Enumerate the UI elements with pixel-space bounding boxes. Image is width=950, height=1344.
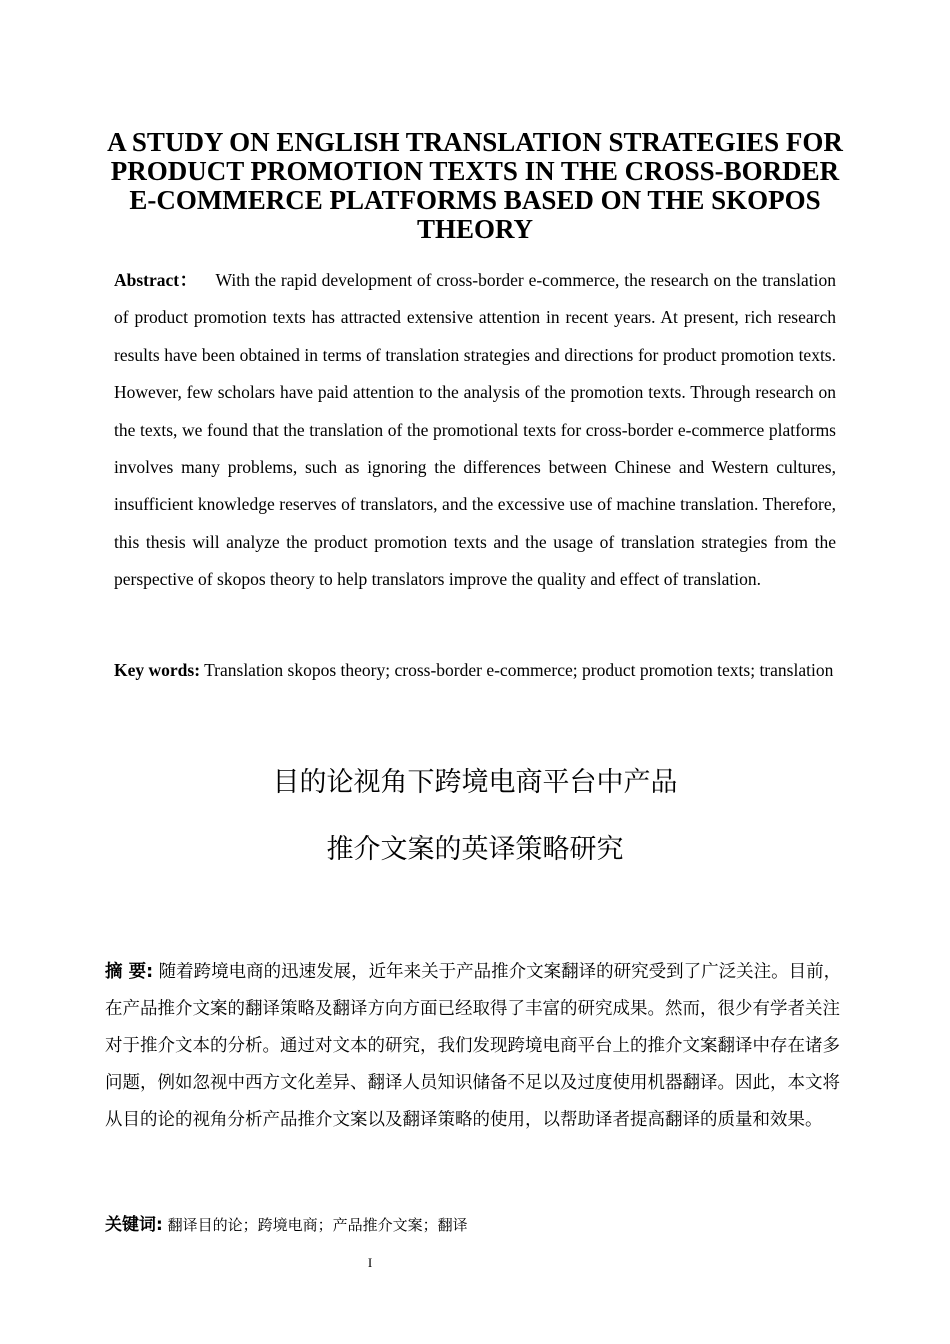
- chinese-title-line-2: 推介文案的英译策略研究: [326, 834, 624, 865]
- chinese-keywords: [105, 1212, 850, 1238]
- chinese-abstract-label: 摘 要:: [105, 962, 154, 982]
- english-abstract-label: Abstract: [114, 270, 180, 290]
- chinese-abstract-text: 随着跨境电商的迅速发展，近年来关于产品推介文案翻译的研究受到了广泛关注。目前，在产品推介文案的翻译策略及翻译方向方面已经取得了丰富的研究成果。然而，很少有学者关注对于推介文本的分析。通过对文本的研究，我们发现跨境电商平台上的推介文案翻译中存在诸多问题，例如忽视中西方文化差异、翻译人员知识储备不足以及过度使用机器翻译。因此，本文将从目的论的视角分析产品推介文案以及翻译策略的使用，以帮助译者提高翻译的质量和效果。: [105, 962, 842, 1130]
- chinese-keywords-label: 关键词:: [105, 1215, 163, 1235]
- english-keywords-label: Key words:: [114, 660, 201, 680]
- english-title: A STUDY ON ENGLISH TRANSLATION STRATEGIES FOR PRODUCT PROMOTION TEXTS IN THE CROSS-BORDER E-COMMERCE PLATFORMS BASED ON THE SKOPOS THEORY: [107, 127, 843, 244]
- english-keywords-text: Translation skopos theory; cross-border e-commerce; product promotion texts; translation: [204, 660, 834, 680]
- english-keywords: [114, 658, 836, 683]
- chinese-keywords-text: 翻译目的论；跨境电商；产品推介文案；翻译: [167, 1216, 468, 1234]
- english-abstract-colon: ：: [179, 270, 198, 290]
- page-number: I: [367, 1255, 373, 1270]
- chinese-title-line-1: 目的论视角下跨境电商平台中产品: [272, 767, 678, 798]
- chinese-abstract: [105, 954, 850, 1139]
- english-abstract: [114, 262, 836, 599]
- english-abstract-text: With the rapid development of cross-border e-commerce, the research on the translation of product promotion texts has attracted extensive attention in recent years. At present, rich research results have been obtained in terms of translation strategies and directions for product promotion texts. However, few scholars have paid attention to the analysis of the promotion texts. Through research on the texts, we found that the translation of the promotional texts for cross-border e-commerce platforms involves many problems, such as ignoring the differences between Chinese and Western cultures, insufficient knowledge reserves of translators, and the excessive use of machine translation. Therefore, this thesis will analyze the product promotion texts and the usage of translation strategies from the perspective of skopos theory to help translators improve the quality and effect of translation.: [114, 270, 836, 590]
